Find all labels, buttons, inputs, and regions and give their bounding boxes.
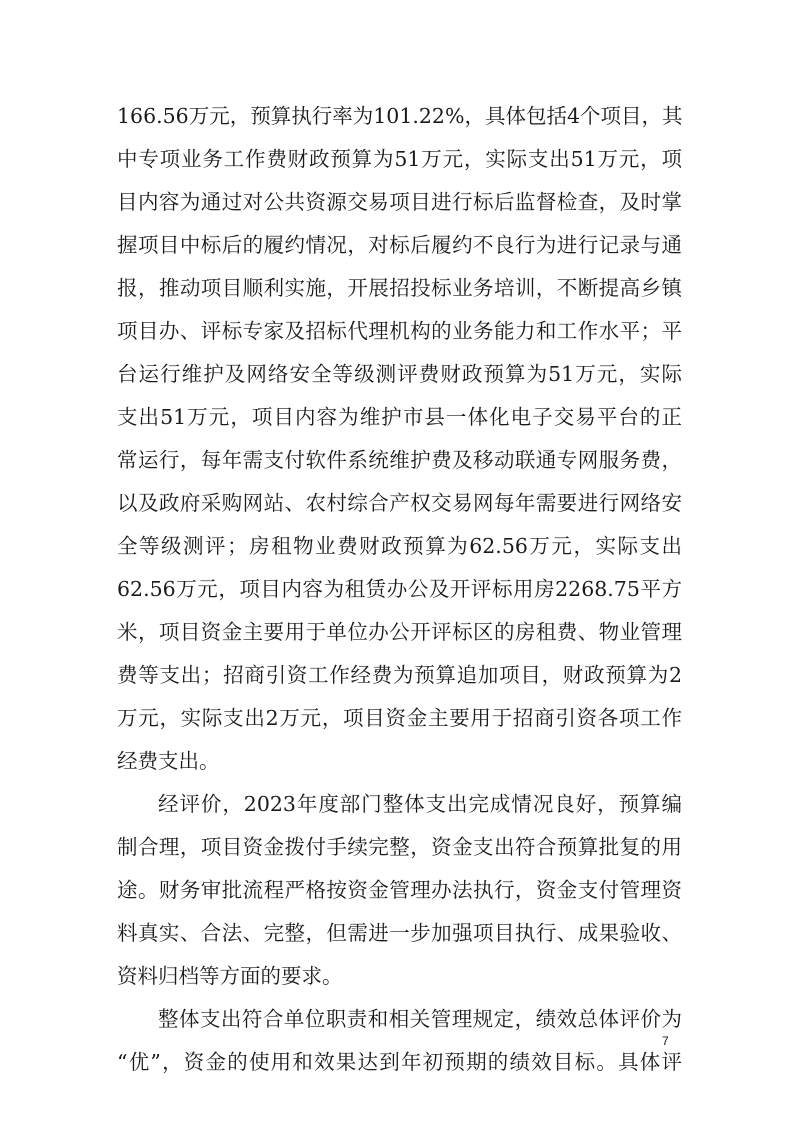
text-line: 万元，实际支出2万元，项目资金主要用于招商引资各项工作 [117, 706, 682, 730]
text-line: 台运行维护及网络安全等级测评费财政预算为51万元，实际 [117, 362, 682, 386]
text-line: 途。财务审批流程严格按资金管理办法执行，资金支付管理资 [117, 878, 682, 902]
text-line: 制合理，项目资金拨付手续完整，资金支出符合预算批复的用 [117, 835, 682, 859]
text-line: 经费支出。 [117, 749, 220, 773]
text-line: 料真实、合法、完整，但需进一步加强项目执行、成果验收、 [117, 921, 682, 945]
text-line: 整体支出符合单位职责和相关管理规定，绩效总体评价为 [158, 1007, 682, 1031]
text-line: 米，项目资金主要用于单位办公开评标区的房租费、物业管理 [117, 620, 682, 644]
text-line: 以及政府采购网站、农村综合产权交易网每年需要进行网络安 [117, 491, 682, 515]
text-line: 常运行，每年需支付软件系统维护费及移动联通专网服务费， [117, 448, 682, 472]
text-line: 报，推动项目顺利实施，开展招投标业务培训，不断提高乡镇 [117, 276, 682, 300]
text-line: 中专项业务工作费财政预算为51万元，实际支出51万元，项 [117, 147, 682, 171]
text-line: 全等级测评；房租物业费财政预算为62.56万元，实际支出 [117, 534, 682, 558]
text-line: 资料归档等方面的要求。 [117, 964, 343, 988]
text-line: 费等支出；招商引资工作经费为预算追加项目，财政预算为2 [117, 663, 682, 687]
text-line: 166.56万元，预算执行率为101.22%，具体包括4个项目，其 [117, 104, 683, 128]
page-number: 7 [662, 1034, 669, 1048]
text-line: 经评价，2023年度部门整体支出完成情况良好，预算编 [158, 792, 682, 816]
text-line: 支出51万元，项目内容为维护市县一体化电子交易平台的正 [117, 405, 682, 429]
text-line: 62.56万元，项目内容为租赁办公及开评标用房2268.75平方 [117, 577, 682, 601]
text-line: 项目办、评标专家及招标代理机构的业务能力和工作水平；平 [117, 319, 682, 343]
text-line: 目内容为通过对公共资源交易项目进行标后监督检查，及时掌 [117, 190, 682, 214]
text-line: 握项目中标后的履约情况，对标后履约不良行为进行记录与通 [117, 233, 682, 257]
text-line: “优”，资金的使用和效果达到年初预期的绩效目标。具体评 [117, 1050, 682, 1074]
